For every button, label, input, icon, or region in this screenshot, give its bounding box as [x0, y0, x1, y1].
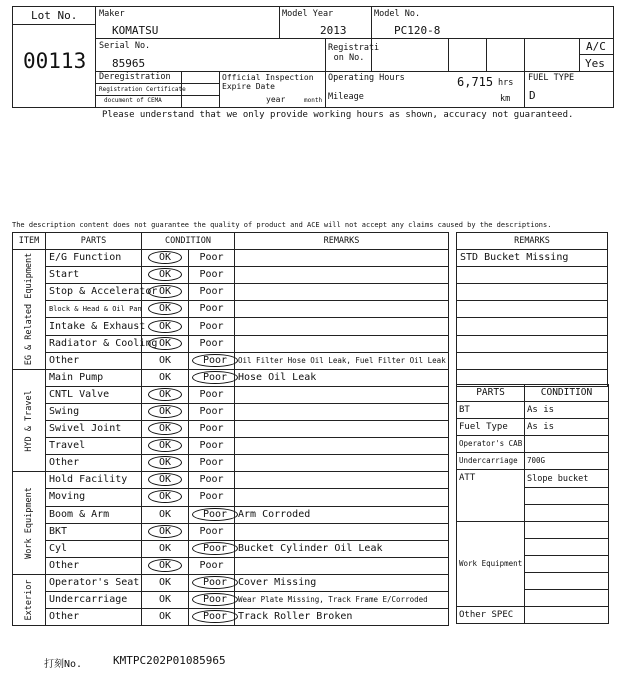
item-header: ITEM [13, 233, 46, 250]
ok-mark: OK [148, 490, 182, 503]
equipment-value-cell [525, 590, 609, 607]
dereg-label: Deregistration [99, 72, 171, 82]
side-remark-row [457, 284, 608, 301]
remark-cell: Oil Filter Hose Oil Leak, Fuel Filter Oil Leak [235, 352, 449, 369]
poor-mark: Poor [199, 559, 224, 571]
ok-cell [142, 523, 189, 540]
equipment-value-cell [525, 487, 609, 504]
model-no-cell [372, 7, 613, 39]
ok-mark: OK [148, 439, 182, 452]
maker-value: KOMATSU [112, 24, 159, 37]
ok-mark: OK [148, 388, 182, 401]
maker-label: Maker [99, 9, 125, 19]
ok-cell [142, 250, 189, 267]
ok-cell [142, 267, 189, 284]
equipment-value-cell [525, 504, 609, 521]
poor-cell [189, 523, 235, 540]
poor-cell [189, 609, 235, 626]
hrs-label: hrs [498, 78, 514, 88]
category-cell [13, 472, 46, 575]
poor-cell [189, 335, 235, 352]
category-label: Exterior [24, 579, 34, 621]
fuel-type-label: FUEL TYPE [528, 73, 575, 83]
remark-cell [235, 267, 449, 284]
poor-mark: Poor [192, 593, 238, 606]
table-row [13, 421, 449, 438]
poor-cell [189, 267, 235, 284]
part-name: Block & Head & Oil Pan [46, 301, 142, 318]
fuel-type-value: D [529, 89, 536, 102]
parts-row [457, 402, 609, 419]
side-remark-cell: STD Bucket Missing [457, 250, 608, 267]
ok-cell [142, 352, 189, 369]
lot-label: Lot No. [31, 9, 78, 22]
model-no-value: PC120-8 [394, 24, 441, 37]
serial-value: 85965 [112, 57, 146, 70]
equipment-value-cell [525, 521, 609, 538]
ok-mark: OK [148, 456, 182, 469]
model-no-label: Model No. [374, 9, 421, 19]
poor-cell [189, 284, 235, 301]
table-row [13, 609, 449, 626]
att-label-cell [457, 470, 525, 521]
poor-cell [189, 301, 235, 318]
equipment-value-cell [525, 573, 609, 590]
stamp-label: 打刻No. [44, 659, 83, 670]
side-remark-cell [457, 267, 608, 284]
parts-condition: 700G [525, 453, 609, 470]
ok-cell [142, 557, 189, 574]
table-row [13, 267, 449, 284]
ok-mark: OK [158, 354, 172, 366]
poor-mark: Poor [192, 508, 238, 521]
inspection-cell [220, 72, 326, 107]
category-cell [13, 250, 46, 370]
poor-cell [189, 557, 235, 574]
ok-mark: OK [158, 508, 172, 520]
lot-number: 00113 [23, 49, 87, 73]
ok-mark: OK [158, 576, 172, 588]
model-year-label: Model Year [282, 9, 334, 19]
parts-row [457, 419, 609, 436]
ok-mark: OK [158, 542, 172, 554]
poor-cell [189, 574, 235, 591]
remark-cell [235, 557, 449, 574]
ok-mark: OK [158, 371, 172, 383]
remark-cell [235, 403, 449, 420]
parts-condition: As is [525, 402, 609, 419]
part-name: Other [46, 352, 142, 369]
att-label: ATT [459, 473, 476, 484]
category-label: HYD & Travel [24, 389, 34, 452]
poor-mark: Poor [199, 405, 224, 417]
parts-row [457, 436, 609, 453]
model-year-value: 2013 [320, 24, 347, 37]
cema-label: document of CEMA [104, 97, 162, 104]
dereg-box-1 [182, 72, 220, 84]
table-row [13, 523, 449, 540]
ok-cell [142, 489, 189, 506]
ok-mark: OK [148, 337, 182, 350]
remark-cell [235, 455, 449, 472]
remark-cell: Wear Plate Missing, Track Frame E/Corroded [235, 591, 449, 608]
category-label: Work Equipment [24, 487, 34, 559]
table-row [13, 369, 449, 386]
table-row [13, 335, 449, 352]
ok-cell [142, 284, 189, 301]
table-row [13, 352, 449, 369]
poor-mark: Poor [192, 610, 238, 623]
ok-cell [142, 438, 189, 455]
hours-note: Please understand that we only provide working hours as shown, accuracy not guaranteed. [102, 110, 574, 120]
reg-box-4 [525, 39, 580, 72]
remark-cell [235, 301, 449, 318]
poor-mark: Poor [199, 337, 224, 349]
poor-cell [189, 455, 235, 472]
part-name: Stop & Accelerator [46, 284, 142, 301]
operating-hours-value: 6,715 [457, 75, 494, 89]
parts-condition [525, 436, 609, 453]
maker-cell [96, 7, 280, 39]
remark-cell [235, 318, 449, 335]
reg-box-3 [487, 39, 525, 72]
table-row [13, 455, 449, 472]
rp-condition-header: CONDITION [525, 385, 609, 402]
remark-cell [235, 421, 449, 438]
poor-mark: Poor [199, 491, 224, 503]
table-row [13, 472, 449, 489]
ok-mark: OK [148, 405, 182, 418]
ac-value: Yes [585, 57, 605, 70]
table-row [13, 318, 449, 335]
dereg-cert-label: Registration Certificate [99, 86, 186, 93]
poor-cell [189, 318, 235, 335]
poor-cell [189, 421, 235, 438]
part-name: Swing [46, 403, 142, 420]
ok-cell [142, 335, 189, 352]
ok-mark: OK [158, 611, 172, 623]
registration-label: Registrati on No. [328, 43, 380, 63]
poor-mark: Poor [199, 440, 224, 452]
rp-parts-header: PARTS [457, 385, 525, 402]
parts-header: PARTS [46, 233, 142, 250]
other-spec-label: Other SPEC [457, 607, 525, 624]
remark-cell: Bucket Cylinder Oil Leak [235, 540, 449, 557]
part-name: Other [46, 455, 142, 472]
part-name: Start [46, 267, 142, 284]
part-name: CNTL Valve [46, 386, 142, 403]
cema-cell [96, 96, 182, 107]
ok-cell [142, 386, 189, 403]
ok-mark: OK [148, 473, 182, 486]
poor-mark: Poor [192, 371, 238, 384]
side-remark-cell [457, 301, 608, 318]
poor-mark: Poor [199, 320, 224, 332]
poor-cell [189, 352, 235, 369]
ac-label-cell [580, 39, 613, 55]
part-name: Operator's Seat [46, 574, 142, 591]
side-remark-row [457, 250, 608, 267]
category-cell [13, 574, 46, 625]
side-remark-row [457, 335, 608, 352]
part-name: Radiator & Cooling [46, 335, 142, 352]
ok-cell [142, 472, 189, 489]
parts-condition-table [456, 384, 609, 624]
category-cell [13, 369, 46, 472]
ok-mark: OK [148, 251, 182, 264]
poor-mark: Poor [199, 423, 224, 435]
table-row [13, 301, 449, 318]
side-remark-cell [457, 318, 608, 335]
ok-cell [142, 403, 189, 420]
poor-cell [189, 438, 235, 455]
part-name: Boom & Arm [46, 506, 142, 523]
table-row [13, 489, 449, 506]
lot-label-cell [13, 7, 96, 25]
ok-mark: OK [158, 594, 172, 606]
table-row [13, 386, 449, 403]
part-name: Undercarriage [46, 591, 142, 608]
ok-cell [142, 301, 189, 318]
table-row [13, 557, 449, 574]
fuel-type-cell [525, 72, 613, 107]
dereg-box-3 [182, 96, 220, 107]
poor-mark: Poor [199, 303, 224, 315]
remark-cell [235, 250, 449, 267]
equipment-value-cell [525, 470, 609, 487]
side-remark-cell [457, 284, 608, 301]
remark-cell [235, 472, 449, 489]
model-year-cell [280, 7, 372, 39]
work-equipment-cell [457, 521, 525, 606]
remark-cell [235, 335, 449, 352]
registration-cell [326, 39, 380, 72]
remarks-header: REMARKS [235, 233, 449, 250]
remark-cell: Track Roller Broken [235, 609, 449, 626]
side-remark-row [457, 301, 608, 318]
ok-cell [142, 455, 189, 472]
poor-mark: Poor [192, 542, 238, 555]
side-remarks-table [456, 232, 608, 387]
mileage-label: Mileage [328, 92, 364, 102]
remark-cell [235, 489, 449, 506]
poor-cell [189, 540, 235, 557]
ok-mark: OK [148, 285, 182, 298]
parts-row [457, 453, 609, 470]
att-value: Slope bucket [527, 473, 589, 484]
poor-cell [189, 472, 235, 489]
remark-cell [235, 523, 449, 540]
parts-name: Undercarriage [457, 453, 525, 470]
table-row [13, 574, 449, 591]
remark-cell: Cover Missing [235, 574, 449, 591]
remark-cell [235, 386, 449, 403]
dereg-cert-cell [96, 84, 186, 96]
ac-value-cell [580, 55, 613, 72]
part-name: Other [46, 609, 142, 626]
ac-label: A/C [586, 40, 606, 53]
work-equipment-label: Work Equipment [459, 558, 523, 568]
inspection-label: Official Inspection Expire Date [222, 73, 314, 91]
table-row [13, 591, 449, 608]
poor-mark: Poor [199, 525, 224, 537]
month-label: month [304, 97, 323, 104]
table-row [13, 438, 449, 455]
poor-cell [189, 369, 235, 386]
part-name: E/G Function [46, 250, 142, 267]
part-name: Main Pump [46, 369, 142, 386]
other-spec-value [525, 607, 609, 624]
side-remark-row [457, 267, 608, 284]
year-label: year [266, 95, 286, 104]
ok-cell [142, 318, 189, 335]
poor-mark: Poor [199, 388, 224, 400]
ok-cell [142, 369, 189, 386]
side-remark-row [457, 352, 608, 369]
part-name: BKT [46, 523, 142, 540]
equipment-row [457, 521, 609, 538]
part-name: Travel [46, 438, 142, 455]
poor-mark: Poor [192, 576, 238, 589]
poor-cell [189, 489, 235, 506]
category-label: EG & Related Equipment [24, 253, 34, 366]
lot-value-cell [13, 25, 96, 107]
poor-mark: Poor [199, 474, 224, 486]
poor-mark: Poor [192, 354, 238, 367]
ok-mark: OK [148, 302, 182, 315]
side-remark-cell [457, 352, 608, 369]
poor-mark: Poor [199, 269, 224, 281]
side-remarks-header: REMARKS [457, 233, 608, 250]
part-name: Swivel Joint [46, 421, 142, 438]
table-row [13, 540, 449, 557]
parts-name: BT [457, 402, 525, 419]
poor-cell [189, 506, 235, 523]
table-row [13, 403, 449, 420]
ok-cell [142, 609, 189, 626]
ok-cell [142, 591, 189, 608]
side-remark-row [457, 318, 608, 335]
condition-table-header [13, 233, 449, 250]
ok-cell [142, 421, 189, 438]
poor-cell [189, 403, 235, 420]
part-name: Moving [46, 489, 142, 506]
ok-cell [142, 540, 189, 557]
poor-cell [189, 386, 235, 403]
vehicle-info-header [12, 6, 614, 108]
equipment-value-cell [525, 555, 609, 572]
ok-mark: OK [148, 525, 182, 538]
ok-cell [142, 574, 189, 591]
parts-name: Operator's CAB [457, 436, 525, 453]
serial-label: Serial No. [99, 41, 151, 51]
ok-mark: OK [148, 268, 182, 281]
remark-cell: Hose Oil Leak [235, 369, 449, 386]
side-remark-cell [457, 335, 608, 352]
table-row [13, 506, 449, 523]
stamp-number: KMTPC202P01085965 [113, 654, 226, 667]
part-name: Hold Facility [46, 472, 142, 489]
parts-condition: As is [525, 419, 609, 436]
part-name: Other [46, 557, 142, 574]
poor-mark: Poor [199, 252, 224, 264]
equipment-row [457, 470, 609, 487]
dereg-box-2 [182, 84, 220, 96]
part-name: Cyl [46, 540, 142, 557]
remark-cell: Arm Corroded [235, 506, 449, 523]
equipment-value-cell [525, 538, 609, 555]
disclaimer: The description content does not guarantee the quality of product and ACE will not accept any claims caused by the descriptions. [12, 221, 552, 229]
condition-header: CONDITION [142, 233, 235, 250]
poor-mark: Poor [199, 457, 224, 469]
serial-cell [96, 39, 326, 72]
poor-cell [189, 591, 235, 608]
condition-table [12, 232, 449, 626]
poor-cell [189, 250, 235, 267]
hours-cell [326, 72, 525, 107]
reg-box-2 [449, 39, 487, 72]
km-label: km [500, 94, 511, 104]
operating-hours-label: Operating Hours [328, 73, 405, 83]
ok-mark: OK [148, 559, 182, 572]
parts-name: Fuel Type [457, 419, 525, 436]
ok-cell [142, 506, 189, 523]
table-row [13, 250, 449, 267]
dereg-label-cell [96, 72, 182, 84]
ok-mark: OK [148, 422, 182, 435]
table-row [13, 284, 449, 301]
ok-mark: OK [148, 320, 182, 333]
poor-mark: Poor [199, 286, 224, 298]
other-spec-row [457, 607, 609, 624]
remark-cell [235, 438, 449, 455]
part-name: Intake & Exhaust [46, 318, 142, 335]
reg-box-1 [372, 39, 449, 72]
remark-cell [235, 284, 449, 301]
